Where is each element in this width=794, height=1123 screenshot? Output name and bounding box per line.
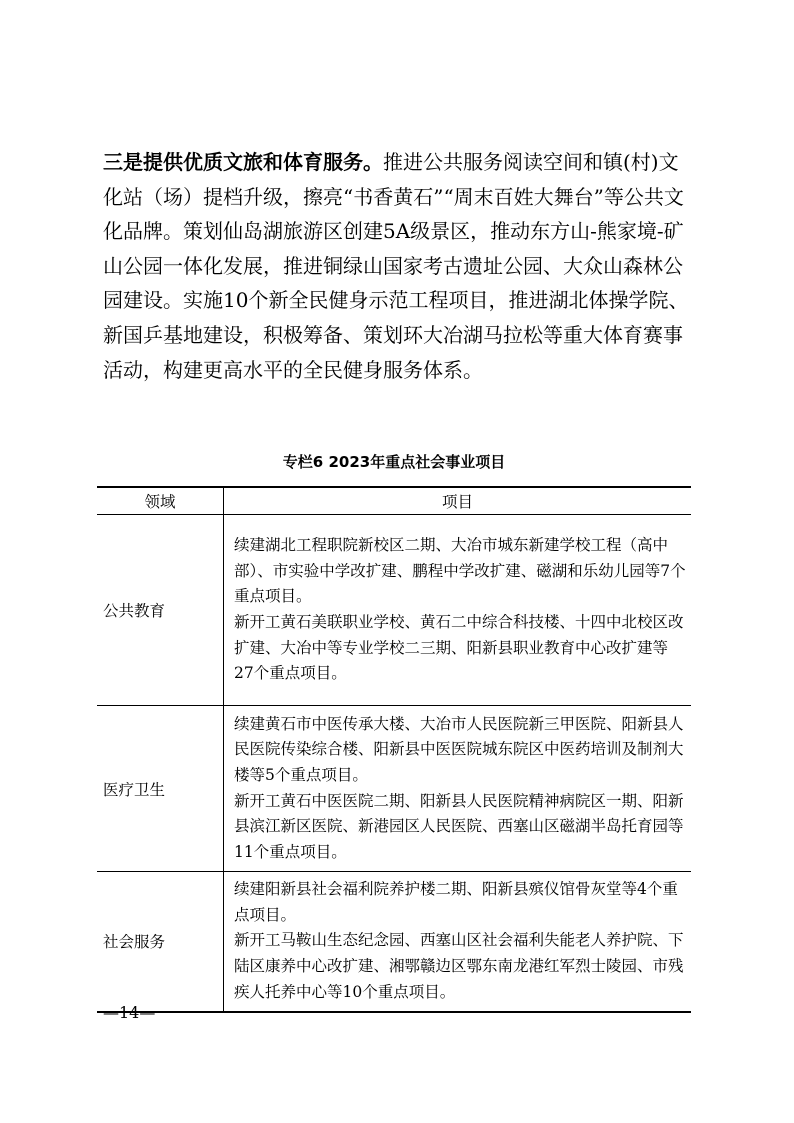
body-paragraph <box>103 145 693 387</box>
table-header-row <box>97 487 691 515</box>
row-domain: 公共教育 <box>97 515 224 706</box>
paragraph-body: 推进公共服务阅读空间和镇(村)文化站（场）提档升级，擦亮“书香黄石”“周末百姓大舞台”等公共文化品牌。策划仙岛湖旅游区创建5A级景区，推动东方山-熊家境-矿山公园一体化发展，推进铜绿山国家考古遗址公园、大众山森林公园建设。实施10个新全民健身示范工程项目，推进湖北体操学院、新国乒基地建设，积极筹备、策划环大冶湖马拉松等重大体育赛事活动，构建更高水平的全民健身服务体系。 <box>103 150 689 382</box>
table-row <box>97 515 691 706</box>
row-projects <box>224 515 692 706</box>
header-domain: 领域 <box>97 487 224 515</box>
project-item: 新开工马鞍山生态纪念园、西塞山区社会福利失能老人养护院、下陆区康养中心改扩建、湘鄂赣边区鄂东南龙港红军烈士陵园、市残疾人托养中心等10个重点项目。 <box>234 931 684 1001</box>
table-row <box>97 872 691 1012</box>
row-domain: 社会服务 <box>97 872 224 1012</box>
project-item: 续建阳新县社会福利院养护楼二期、阳新县殡仪馆骨灰堂等4个重点项目。 <box>234 880 678 924</box>
row-projects <box>224 872 692 1012</box>
table-caption: 专栏6 2023年重点社会事业项目 <box>282 453 506 471</box>
project-item: 续建黄石市中医传承大楼、大冶市人民医院新三甲医院、阳新县人民医院传染综合楼、阳新县中医医院城东院区中医药培训及制剂大楼等5个重点项目。 <box>234 714 684 784</box>
page-number: —14— <box>103 1003 156 1022</box>
header-project: 项目 <box>224 487 692 515</box>
row-domain: 医疗卫生 <box>97 706 224 872</box>
project-item: 续建湖北工程职院新校区二期、大冶市城东新建学校工程（高中部）、市实验中学改扩建、鹏程中学改扩建、磁湖和乐幼儿园等7个重点项目。 <box>234 536 686 606</box>
project-item: 新开工黄石中医医院二期、阳新县人民医院精神病院区一期、阳新县滨江新区医院、新港园区人民医院、西塞山区磁湖半岛托育园等11个重点项目。 <box>234 791 684 861</box>
project-item: 新开工黄石美联职业学校、黄石二中综合科技楼、十四中北校区改扩建、大冶中等专业学校二三期、阳新县职业教育中心改扩建等27个重点项目。 <box>234 613 684 683</box>
table-row <box>97 706 691 872</box>
row-projects <box>224 706 692 872</box>
paragraph-lead: 三是提供优质文旅和体育服务。 <box>103 150 383 174</box>
projects-table <box>97 486 691 1013</box>
